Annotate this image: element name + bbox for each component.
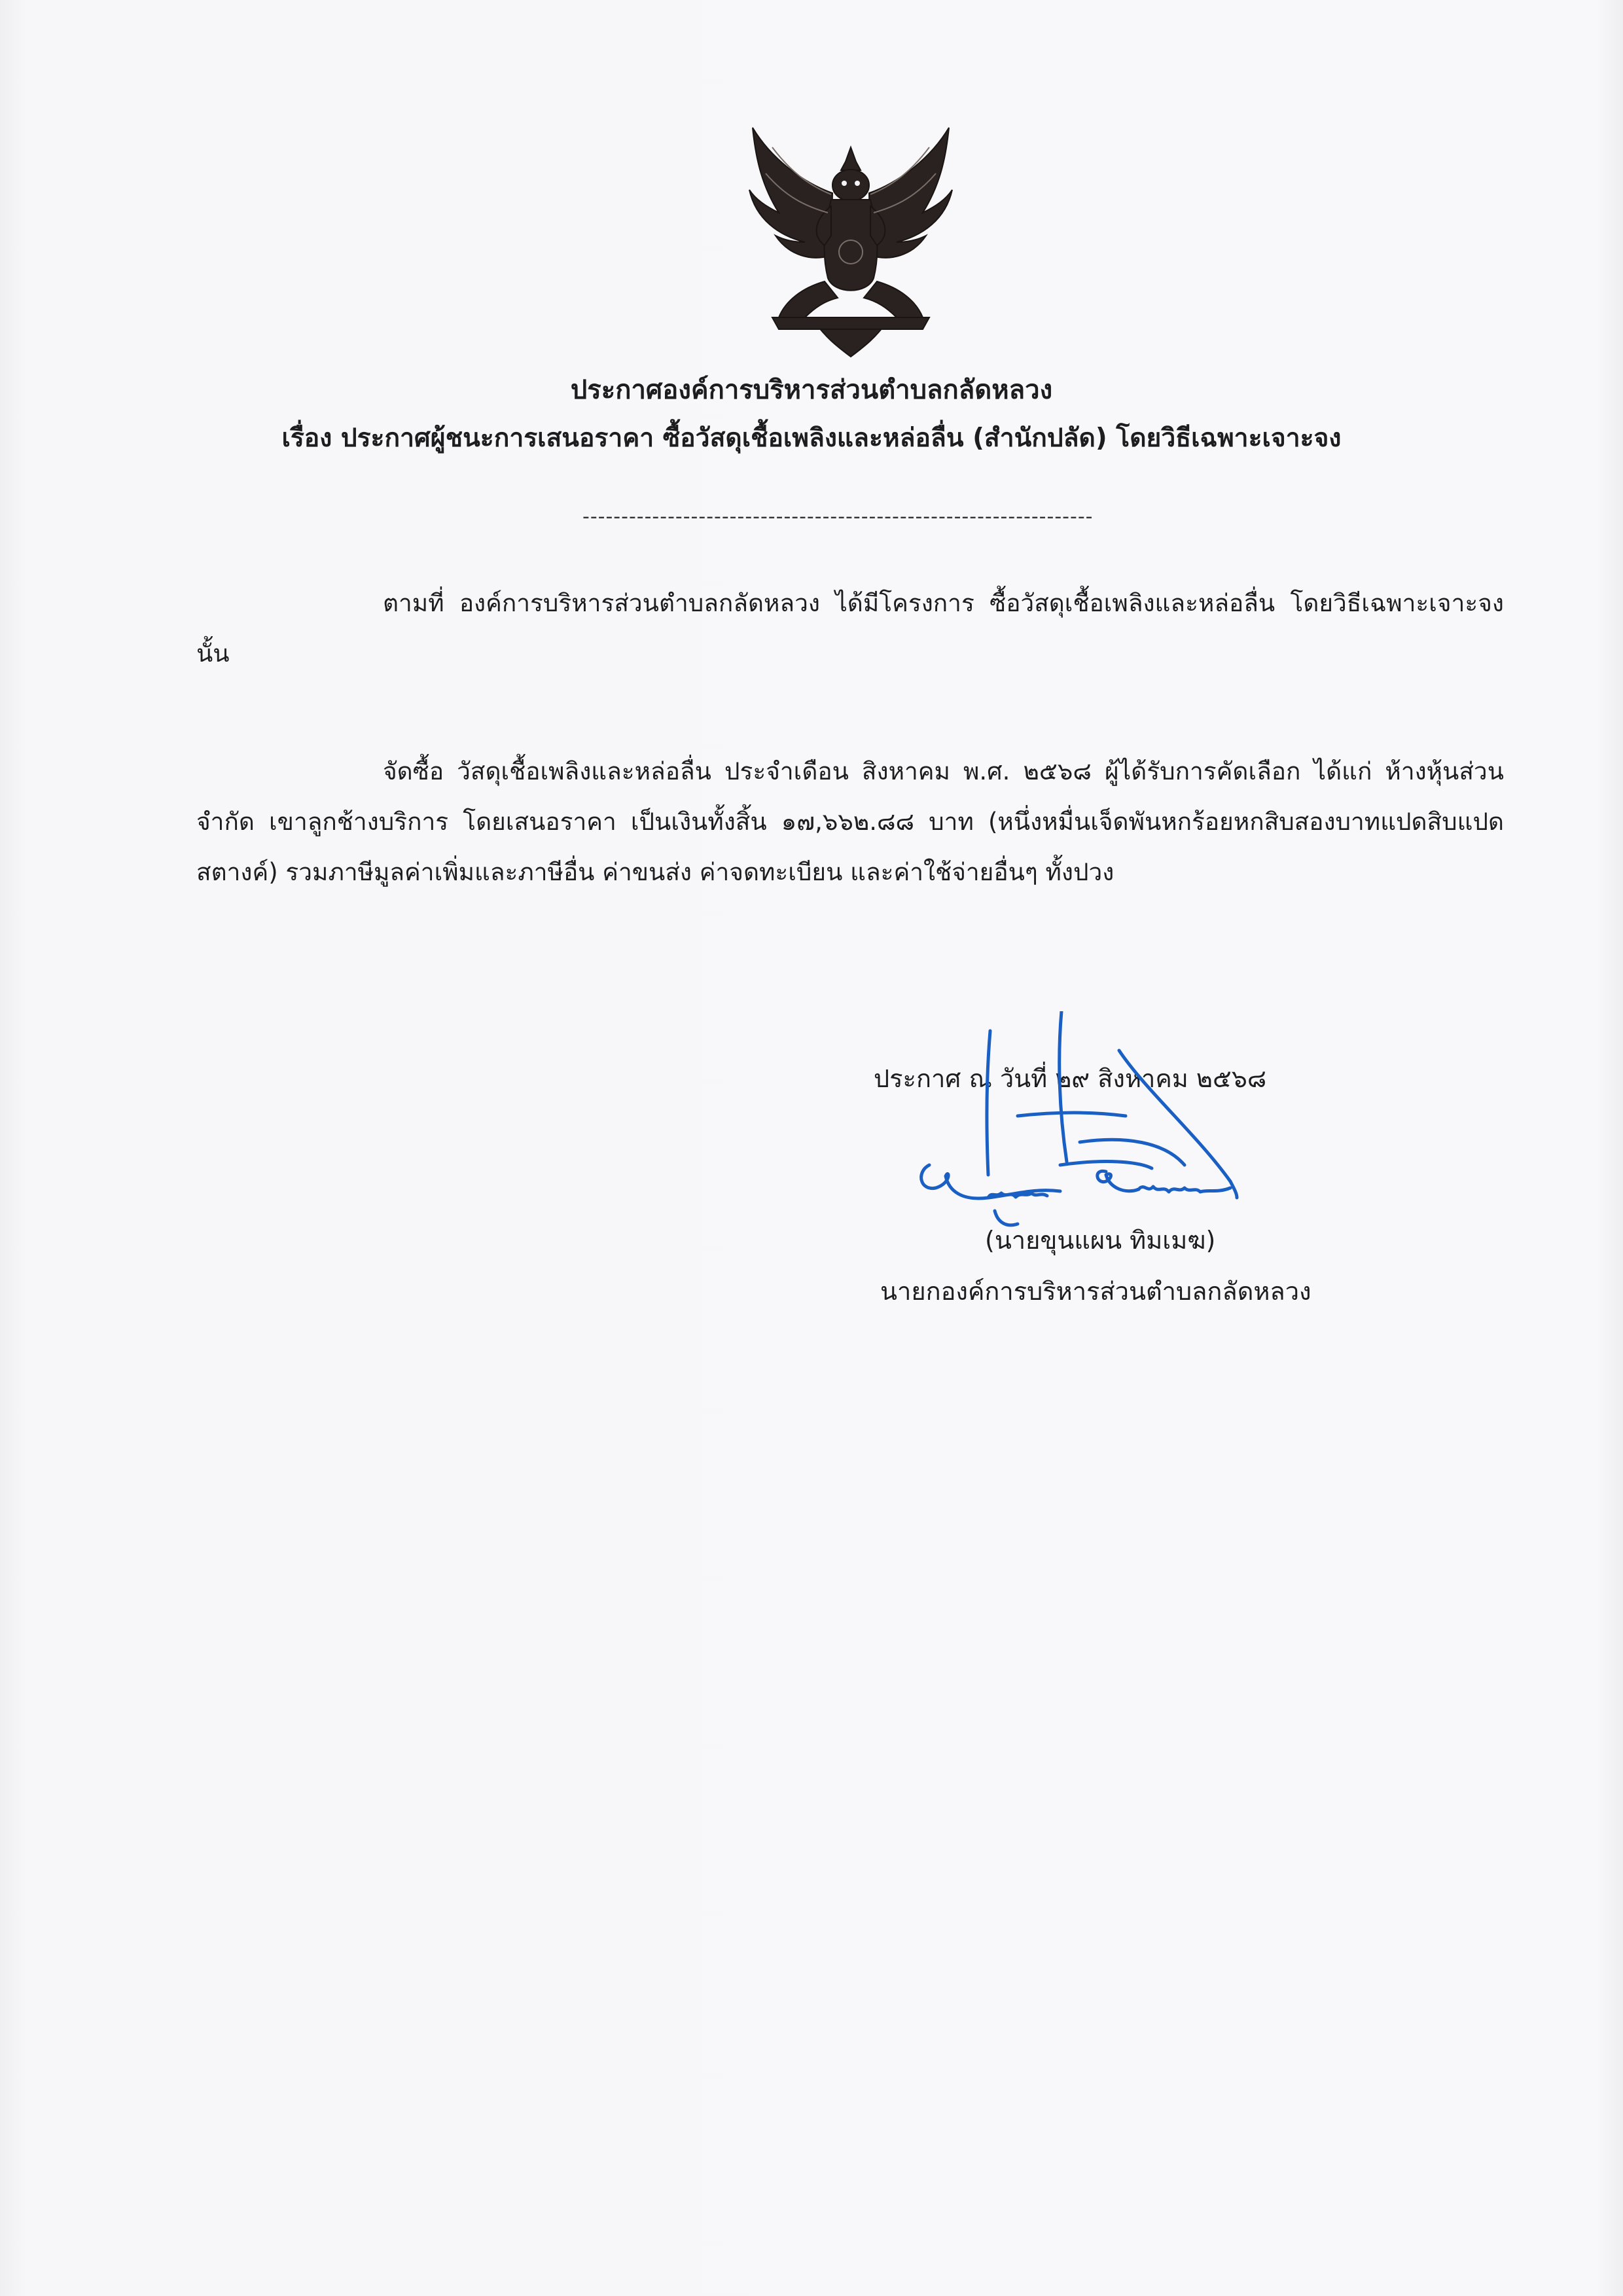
body-paragraph-1-text: ตามที่ องค์การบริหารส่วนตำบลกลัดหลวง ได้มีโครงการ ซื้อวัสดุเชื้อเพลิงและหล่อลื่น โดยวิธีเฉพาะเจาะจง นั้น: [196, 589, 1504, 668]
body-paragraph-2: [196, 746, 1504, 897]
announcement-date: ประกาศ ณ วันที่ ๒๙ สิงหาคม ๒๕๖๘: [874, 1064, 1267, 1093]
body-paragraph-2-text: จัดซื้อ วัสดุเชื้อเพลิงและหล่อลื่น ประจำเดือน สิงหาคม พ.ศ. ๒๕๖๘ ผู้ได้รับการคัดเลือก ได้แก่ ห้างหุ้นส่วนจำกัด เขาลูกช้างบริการ โดยเสนอราคา เป็นเงินทั้งสิ้น ๑๗,๖๖๒.๘๘ บาท (หนึ่งหมื่นเจ็ดพันหกร้อยหกสิบสองบาทแปดสิบแปดสตางค์) รวมภาษีมูลค่าเพิ่มและภาษีอื่น ค่าขนส่ง ค่าจดทะเบียน และค่าใช้จ่ายอื่นๆ ทั้งปวง: [196, 757, 1504, 886]
handwritten-signature: [910, 1011, 1315, 1253]
signer-position: นายกองค์การบริหารส่วนตำบลกลัดหลวง: [880, 1277, 1311, 1306]
announcement-subject: เรื่อง ประกาศผู้ชนะการเสนอราคา ซื้อวัสดุเชื้อเพลิงและหล่อลื่น (สำนักปลัด) โดยวิธีเฉพาะเจาะจง: [281, 423, 1342, 453]
garuda-emblem-icon: [726, 121, 975, 367]
body-paragraph-1: [196, 578, 1504, 679]
separator-line: ------------------------------------------------------------------: [582, 505, 1094, 528]
announcement-title: ประกาศองค์การบริหารส่วนตำบลกลัดหลวง: [570, 375, 1053, 405]
signer-name: (นายขุนแผน ทิมเมฆ): [985, 1226, 1216, 1255]
